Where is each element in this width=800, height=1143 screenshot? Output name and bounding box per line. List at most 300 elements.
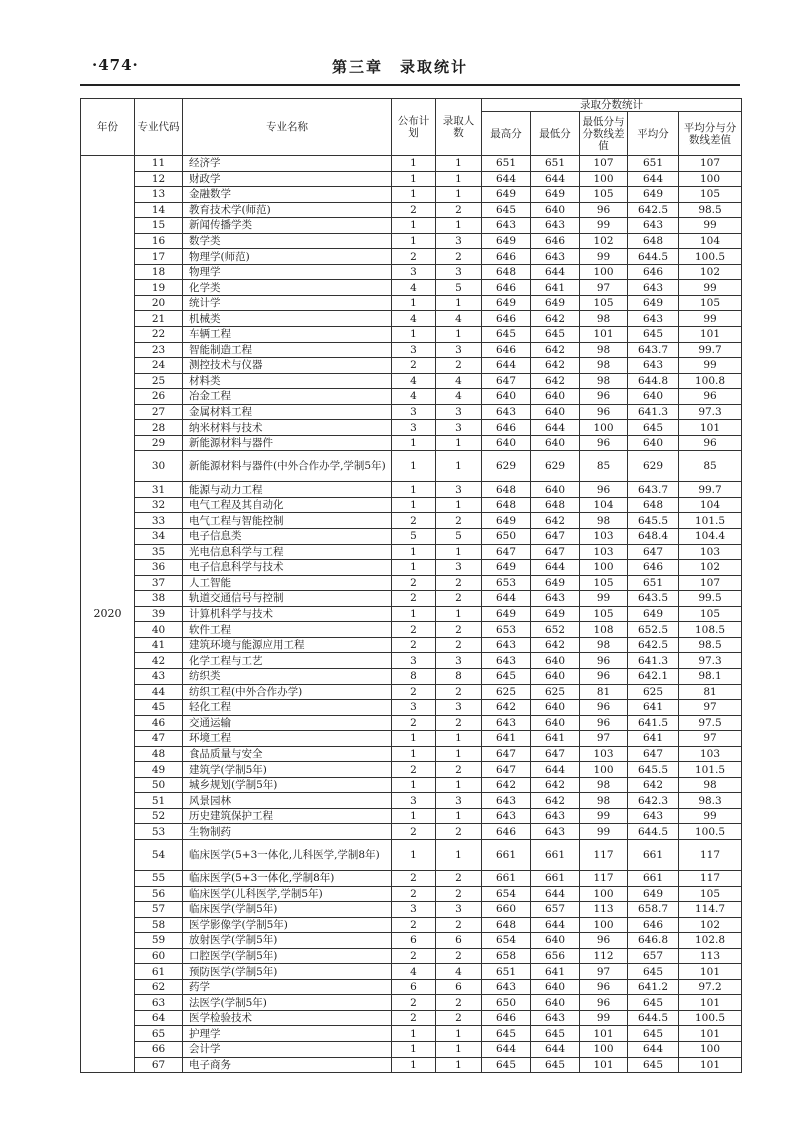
cell-code: 20 [135,295,183,311]
table-row [81,824,742,840]
cell-name: 机械类 [183,311,392,327]
cell-admitted: 2 [436,762,482,778]
table-row [81,668,742,684]
table-row [81,202,742,218]
cell-plan: 2 [392,637,436,653]
cell-min-diff: 100 [580,1041,628,1057]
cell-min: 644 [531,1041,580,1057]
cell-plan: 4 [392,964,436,980]
cell-avg: 661 [628,870,679,886]
cell-name: 放射医学(学制5年) [183,933,392,949]
table-row [81,979,742,995]
cell-admitted: 5 [436,529,482,545]
cell-code: 13 [135,187,183,203]
table-row [81,1041,742,1057]
cell-name: 护理学 [183,1026,392,1042]
cell-min: 642 [531,358,580,374]
cell-avg: 643 [628,358,679,374]
table-row [81,575,742,591]
cell-code: 15 [135,218,183,234]
cell-plan: 2 [392,886,436,902]
cell-admitted: 3 [436,793,482,809]
cell-code: 66 [135,1041,183,1057]
table-row [81,964,742,980]
table-row [81,295,742,311]
table-row [81,715,742,731]
table-row [81,1057,742,1073]
cell-code: 23 [135,342,183,358]
cell-avg-diff: 100 [679,1041,742,1057]
table-row [81,451,742,482]
table-row [81,622,742,638]
cell-name: 新能源材料与器件 [183,435,392,451]
cell-min-diff: 96 [580,389,628,405]
cell-code: 45 [135,700,183,716]
cell-avg: 651 [628,156,679,172]
cell-min-diff: 107 [580,156,628,172]
cell-code: 62 [135,979,183,995]
table-row [81,560,742,576]
cell-min: 647 [531,746,580,762]
cell-avg: 645 [628,327,679,343]
cell-avg: 645 [628,964,679,980]
cell-name: 智能制造工程 [183,342,392,358]
cell-min: 640 [531,435,580,451]
cell-plan: 1 [392,295,436,311]
header-admitted: 录取人数 [436,99,482,156]
cell-max: 625 [482,684,531,700]
cell-max: 646 [482,249,531,265]
cell-max: 645 [482,202,531,218]
cell-name: 电子商务 [183,1057,392,1073]
cell-min-diff: 101 [580,1026,628,1042]
cell-avg: 644.5 [628,1010,679,1026]
cell-name: 临床医学(5+3一体化,学制8年) [183,870,392,886]
cell-admitted: 3 [436,233,482,249]
cell-avg: 645.5 [628,513,679,529]
table-row [81,420,742,436]
cell-name: 临床医学(5+3一体化,儿科医学,学制8年) [183,839,392,870]
cell-max: 651 [482,964,531,980]
cell-min-diff: 100 [580,420,628,436]
table-row [81,917,742,933]
cell-name: 医学检验技术 [183,1010,392,1026]
cell-name: 金属材料工程 [183,404,392,420]
cell-max: 644 [482,171,531,187]
cell-admitted: 3 [436,404,482,420]
cell-avg: 629 [628,451,679,482]
cell-plan: 1 [392,746,436,762]
table-row [81,731,742,747]
cell-avg-diff: 102 [679,917,742,933]
cell-admitted: 8 [436,668,482,684]
cell-avg: 642 [628,777,679,793]
cell-avg: 642.5 [628,202,679,218]
cell-plan: 6 [392,933,436,949]
cell-avg-diff: 100 [679,171,742,187]
cell-min-diff: 113 [580,902,628,918]
cell-avg-diff: 101 [679,420,742,436]
cell-admitted: 1 [436,544,482,560]
cell-plan: 2 [392,202,436,218]
cell-name: 临床医学(儿科医学,学制5年) [183,886,392,902]
cell-code: 56 [135,886,183,902]
cell-name: 药学 [183,979,392,995]
cell-code: 30 [135,451,183,482]
cell-admitted: 1 [436,171,482,187]
cell-plan: 1 [392,451,436,482]
cell-code: 11 [135,156,183,172]
cell-avg: 642.5 [628,637,679,653]
cell-code: 67 [135,1057,183,1073]
table-row [81,497,742,513]
cell-plan: 6 [392,979,436,995]
cell-avg-diff: 101 [679,964,742,980]
cell-plan: 1 [392,171,436,187]
cell-admitted: 4 [436,964,482,980]
cell-name: 口腔医学(学制5年) [183,948,392,964]
cell-code: 43 [135,668,183,684]
header-avg: 平均分 [628,112,679,156]
cell-code: 19 [135,280,183,296]
cell-min-diff: 99 [580,808,628,824]
table-row [81,342,742,358]
cell-name: 法医学(学制5年) [183,995,392,1011]
cell-avg-diff: 107 [679,156,742,172]
cell-avg: 651 [628,575,679,591]
cell-avg: 640 [628,389,679,405]
cell-max: 629 [482,451,531,482]
cell-avg: 648 [628,233,679,249]
cell-avg-diff: 104 [679,233,742,249]
cell-code: 47 [135,731,183,747]
cell-min: 629 [531,451,580,482]
cell-max: 647 [482,544,531,560]
cell-avg: 647 [628,746,679,762]
cell-max: 643 [482,637,531,653]
cell-plan: 4 [392,311,436,327]
cell-min-diff: 98 [580,637,628,653]
cell-code: 31 [135,482,183,498]
cell-admitted: 1 [436,187,482,203]
cell-min-diff: 112 [580,948,628,964]
cell-min: 641 [531,964,580,980]
cell-min: 647 [531,544,580,560]
cell-min-diff: 97 [580,964,628,980]
table-row [81,653,742,669]
cell-name: 轻化工程 [183,700,392,716]
cell-avg-diff: 98 [679,777,742,793]
cell-name: 统计学 [183,295,392,311]
cell-min: 643 [531,1010,580,1026]
table-row [81,839,742,870]
cell-admitted: 2 [436,591,482,607]
cell-code: 16 [135,233,183,249]
cell-code: 28 [135,420,183,436]
admission-table [80,98,742,1073]
cell-avg: 648 [628,497,679,513]
cell-max: 653 [482,622,531,638]
cell-max: 660 [482,902,531,918]
cell-avg-diff: 101 [679,327,742,343]
cell-avg-diff: 99 [679,218,742,234]
cell-min-diff: 105 [580,575,628,591]
cell-min: 642 [531,637,580,653]
cell-max: 646 [482,420,531,436]
cell-avg-diff: 99 [679,311,742,327]
cell-min-diff: 99 [580,249,628,265]
cell-avg: 645 [628,1026,679,1042]
cell-plan: 1 [392,497,436,513]
cell-min: 640 [531,202,580,218]
cell-min: 651 [531,156,580,172]
cell-plan: 3 [392,793,436,809]
cell-plan: 2 [392,715,436,731]
cell-max: 649 [482,295,531,311]
cell-avg-diff: 103 [679,746,742,762]
cell-admitted: 2 [436,513,482,529]
cell-plan: 2 [392,684,436,700]
table-row [81,482,742,498]
cell-plan: 5 [392,529,436,545]
cell-min-diff: 101 [580,1057,628,1073]
cell-avg-diff: 107 [679,575,742,591]
table-row [81,373,742,389]
cell-min-diff: 105 [580,295,628,311]
cell-min-diff: 96 [580,715,628,731]
cell-admitted: 1 [436,1026,482,1042]
cell-avg-diff: 105 [679,886,742,902]
cell-plan: 1 [392,839,436,870]
cell-min-diff: 100 [580,264,628,280]
header-plan: 公布计划 [392,99,436,156]
cell-plan: 1 [392,187,436,203]
cell-name: 数学类 [183,233,392,249]
table-row [81,1010,742,1026]
cell-code: 21 [135,311,183,327]
cell-avg-diff: 99.7 [679,342,742,358]
cell-min-diff: 96 [580,435,628,451]
cell-avg: 641.5 [628,715,679,731]
cell-avg: 645 [628,1057,679,1073]
cell-min-diff: 98 [580,777,628,793]
cell-admitted: 1 [436,218,482,234]
cell-min-diff: 98 [580,373,628,389]
cell-avg: 644 [628,1041,679,1057]
cell-avg: 641 [628,731,679,747]
cell-min: 642 [531,793,580,809]
cell-avg-diff: 101.5 [679,513,742,529]
cell-min: 644 [531,171,580,187]
table-row [81,870,742,886]
cell-avg-diff: 101.5 [679,762,742,778]
cell-avg-diff: 102.8 [679,933,742,949]
cell-admitted: 6 [436,933,482,949]
cell-name: 会计学 [183,1041,392,1057]
cell-avg: 641.3 [628,653,679,669]
cell-avg-diff: 105 [679,295,742,311]
cell-code: 60 [135,948,183,964]
cell-avg-diff: 100.8 [679,373,742,389]
cell-max: 649 [482,513,531,529]
cell-plan: 4 [392,373,436,389]
cell-name: 测控技术与仪器 [183,358,392,374]
cell-avg: 644.5 [628,249,679,265]
cell-max: 644 [482,1041,531,1057]
cell-avg: 643.7 [628,482,679,498]
table-row [81,513,742,529]
cell-avg: 645 [628,420,679,436]
cell-avg-diff: 104.4 [679,529,742,545]
cell-plan: 2 [392,249,436,265]
header-min: 最低分 [531,112,580,156]
cell-min-diff: 100 [580,917,628,933]
cell-min: 640 [531,700,580,716]
cell-max: 643 [482,793,531,809]
table-row [81,280,742,296]
cell-code: 57 [135,902,183,918]
table-row [81,762,742,778]
cell-code: 14 [135,202,183,218]
cell-min: 640 [531,715,580,731]
table-row [81,529,742,545]
cell-code: 34 [135,529,183,545]
cell-avg-diff: 97.5 [679,715,742,731]
cell-avg: 645 [628,995,679,1011]
cell-plan: 4 [392,389,436,405]
cell-avg-diff: 103 [679,544,742,560]
cell-min-diff: 101 [580,327,628,343]
cell-avg-diff: 98.3 [679,793,742,809]
table-row [81,793,742,809]
cell-avg-diff: 100.5 [679,824,742,840]
cell-avg: 643 [628,311,679,327]
cell-min: 642 [531,373,580,389]
cell-avg-diff: 98.1 [679,668,742,684]
cell-code: 50 [135,777,183,793]
cell-min-diff: 96 [580,202,628,218]
cell-avg: 641.3 [628,404,679,420]
header-min-diff: 最低分与分数线差值 [580,112,628,156]
chapter-title: 第三章 录取统计 [331,58,468,76]
cell-code: 17 [135,249,183,265]
cell-min-diff: 98 [580,513,628,529]
cell-code: 32 [135,497,183,513]
cell-min: 649 [531,606,580,622]
cell-min: 647 [531,529,580,545]
cell-admitted: 1 [436,327,482,343]
table-row [81,358,742,374]
cell-min: 642 [531,513,580,529]
cell-min: 640 [531,404,580,420]
cell-max: 643 [482,653,531,669]
cell-min-diff: 81 [580,684,628,700]
cell-avg-diff: 96 [679,389,742,405]
cell-name: 人工智能 [183,575,392,591]
cell-name: 新能源材料与器件(中外合作办学,学制5年) [183,451,392,482]
cell-min-diff: 100 [580,171,628,187]
table-row [81,933,742,949]
cell-min-diff: 100 [580,762,628,778]
cell-code: 12 [135,171,183,187]
cell-avg-diff: 99 [679,358,742,374]
cell-max: 647 [482,746,531,762]
cell-min: 643 [531,249,580,265]
cell-min-diff: 97 [580,731,628,747]
cell-admitted: 6 [436,979,482,995]
cell-admitted: 2 [436,202,482,218]
cell-plan: 1 [392,777,436,793]
cell-avg-diff: 97 [679,700,742,716]
cell-min-diff: 99 [580,218,628,234]
cell-admitted: 1 [436,731,482,747]
cell-plan: 2 [392,591,436,607]
table-row [81,886,742,902]
cell-plan: 1 [392,435,436,451]
header-year: 年份 [81,99,135,156]
cell-plan: 3 [392,902,436,918]
cell-name: 历史建筑保护工程 [183,808,392,824]
cell-admitted: 2 [436,948,482,964]
cell-max: 646 [482,1010,531,1026]
cell-admitted: 1 [436,156,482,172]
cell-max: 642 [482,777,531,793]
cell-admitted: 3 [436,420,482,436]
cell-avg-diff: 101 [679,1057,742,1073]
cell-min: 652 [531,622,580,638]
cell-min: 642 [531,342,580,358]
cell-max: 650 [482,529,531,545]
cell-min-diff: 103 [580,529,628,545]
cell-avg-diff: 97.3 [679,404,742,420]
cell-admitted: 3 [436,342,482,358]
cell-max: 654 [482,933,531,949]
cell-max: 661 [482,870,531,886]
cell-min-diff: 97 [580,280,628,296]
cell-code: 41 [135,637,183,653]
cell-min-diff: 99 [580,591,628,607]
cell-avg: 643 [628,808,679,824]
table-row [81,327,742,343]
cell-min: 648 [531,497,580,513]
cell-plan: 8 [392,668,436,684]
cell-min-diff: 105 [580,187,628,203]
cell-admitted: 2 [436,622,482,638]
cell-admitted: 1 [436,1057,482,1073]
table-row [81,777,742,793]
cell-avg: 645.5 [628,762,679,778]
cell-code: 46 [135,715,183,731]
table-row [81,544,742,560]
cell-code: 40 [135,622,183,638]
cell-code: 44 [135,684,183,700]
cell-max: 649 [482,233,531,249]
cell-avg: 641.2 [628,979,679,995]
cell-min-diff: 96 [580,482,628,498]
cell-min-diff: 117 [580,870,628,886]
cell-name: 教育技术学(师范) [183,202,392,218]
cell-min: 640 [531,482,580,498]
cell-min-diff: 96 [580,653,628,669]
cell-name: 生物制药 [183,824,392,840]
cell-avg-diff: 100.5 [679,249,742,265]
cell-max: 648 [482,497,531,513]
cell-name: 车辆工程 [183,327,392,343]
cell-max: 643 [482,715,531,731]
cell-min: 661 [531,870,580,886]
table-row [81,187,742,203]
cell-plan: 1 [392,218,436,234]
